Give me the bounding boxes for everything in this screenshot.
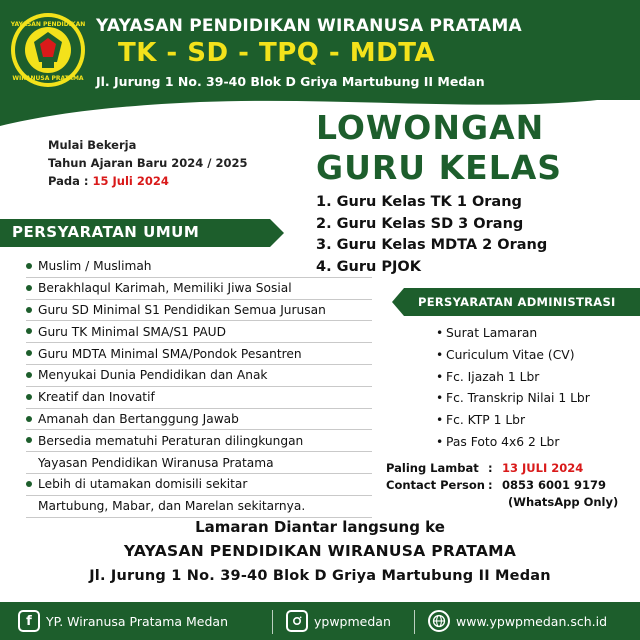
- position-item: 1. Guru Kelas TK 1 Orang: [316, 194, 522, 210]
- title-vacancy: LOWONGAN: [316, 108, 545, 147]
- requirement-item: Bersedia mematuhi Peraturan dilingkungan: [26, 430, 372, 452]
- general-requirements-heading: PERSYARATAN UMUM: [0, 219, 270, 247]
- admin-item: • Fc. Transkrip Nilai 1 Lbr: [436, 388, 590, 410]
- deadline-label: Paling Lambat: [386, 461, 479, 475]
- instagram-icon: [286, 610, 308, 632]
- website-link[interactable]: [428, 610, 607, 632]
- admin-item: • Surat Lamaran: [436, 323, 590, 345]
- globe-icon: [428, 610, 450, 632]
- contact-note: (WhatsApp Only): [508, 495, 619, 509]
- deadline-sep: :: [488, 461, 493, 475]
- requirement-item: Guru SD Minimal S1 Pendidikan Semua Jurusan: [26, 300, 372, 322]
- deadline-contact: [386, 460, 618, 511]
- requirement-item: Lebih di utamakan domisili sekitar: [26, 474, 372, 496]
- foundation-logo: [10, 12, 86, 88]
- requirement-item: Amanah dan Bertanggung Jawab: [26, 409, 372, 431]
- position-item: 4. Guru PJOK: [316, 258, 421, 275]
- facebook-icon: f: [18, 610, 40, 632]
- facebook-link[interactable]: [18, 610, 228, 632]
- contact-label: Contact Person: [386, 478, 485, 492]
- admin-requirements-heading: PERSYARATAN ADMINISTRASI: [404, 288, 640, 316]
- admin-item: • Fc. Ijazah 1 Lbr: [436, 367, 590, 389]
- contact-phone[interactable]: 0853 6001 9179: [502, 478, 607, 492]
- work-start-line1: Mulai Bekerja: [48, 138, 137, 152]
- website-label: www.ypwpmedan.sch.id: [456, 613, 608, 629]
- deadline-value: 13 JULI 2024: [502, 461, 584, 475]
- facebook-label: YP. Wiranusa Pratama Medan: [46, 613, 229, 629]
- requirement-item: Guru TK Minimal SMA/S1 PAUD: [26, 321, 372, 343]
- instagram-label: ypwpmedan: [314, 613, 391, 629]
- work-start-date-value: 15 Juli 2024: [92, 174, 169, 188]
- svg-text:WIRANUSA PRATAMA: WIRANUSA PRATAMA: [12, 75, 84, 82]
- admin-item: • Pas Foto 4x6 2 Lbr: [436, 432, 590, 454]
- divider: [414, 610, 415, 634]
- divider: [272, 610, 273, 634]
- position-item: 3. Guru Kelas MDTA 2 Orang: [316, 237, 548, 253]
- requirement-item: Menyukai Dunia Pendidikan dan Anak: [26, 365, 372, 387]
- svg-text:YAYASAN PENDIDIKAN: YAYASAN PENDIDIKAN: [10, 21, 86, 28]
- requirement-item: Berakhlaqul Karimah, Memiliki Jiwa Sosial: [26, 278, 372, 300]
- social-bar: [0, 602, 640, 640]
- org-name: YAYASAN PENDIDIKAN WIRANUSA PRATAMA: [96, 16, 522, 36]
- requirement-item: Guru MDTA Minimal SMA/Pondok Pesantren: [26, 343, 372, 365]
- work-start-info: [48, 136, 248, 190]
- requirement-item-continued: Martubung, Mabar, dan Marelan sekitarnya.: [26, 496, 372, 518]
- requirement-item: Kreatif dan Inovatif: [26, 387, 372, 409]
- delivery-note-line1: Lamaran Diantar langsung ke: [195, 518, 445, 536]
- admin-requirements-list: [436, 323, 590, 454]
- work-start-date-label: Pada :: [48, 174, 93, 188]
- org-address: Jl. Jurung 1 No. 39-40 Blok D Griya Martubung II Medan: [96, 74, 485, 89]
- delivery-note-line2: YAYASAN PENDIDIKAN WIRANUSA PRATAMA: [123, 542, 517, 560]
- work-start-date: [48, 172, 248, 190]
- requirement-item-continued: Yayasan Pendidikan Wiranusa Pratama: [26, 452, 372, 474]
- admin-item: • Curiculum Vitae (CV): [436, 345, 590, 367]
- general-requirements-list: [26, 256, 372, 518]
- title-class-teacher: GURU KELAS: [316, 148, 563, 187]
- admin-item: • Fc. KTP 1 Lbr: [436, 410, 590, 432]
- instagram-link[interactable]: [286, 610, 391, 632]
- delivery-note-line3: Jl. Jurung 1 No. 39-40 Blok D Griya Martubung II Medan: [89, 568, 551, 584]
- school-units: TK - SD - TPQ - MDTA: [118, 38, 436, 68]
- requirement-item: Muslim / Muslimah: [26, 256, 372, 278]
- contact-sep: :: [488, 478, 493, 492]
- position-item: 2. Guru Kelas SD 3 Orang: [316, 215, 524, 232]
- work-start-line2: Tahun Ajaran Baru 2024 / 2025: [48, 156, 248, 170]
